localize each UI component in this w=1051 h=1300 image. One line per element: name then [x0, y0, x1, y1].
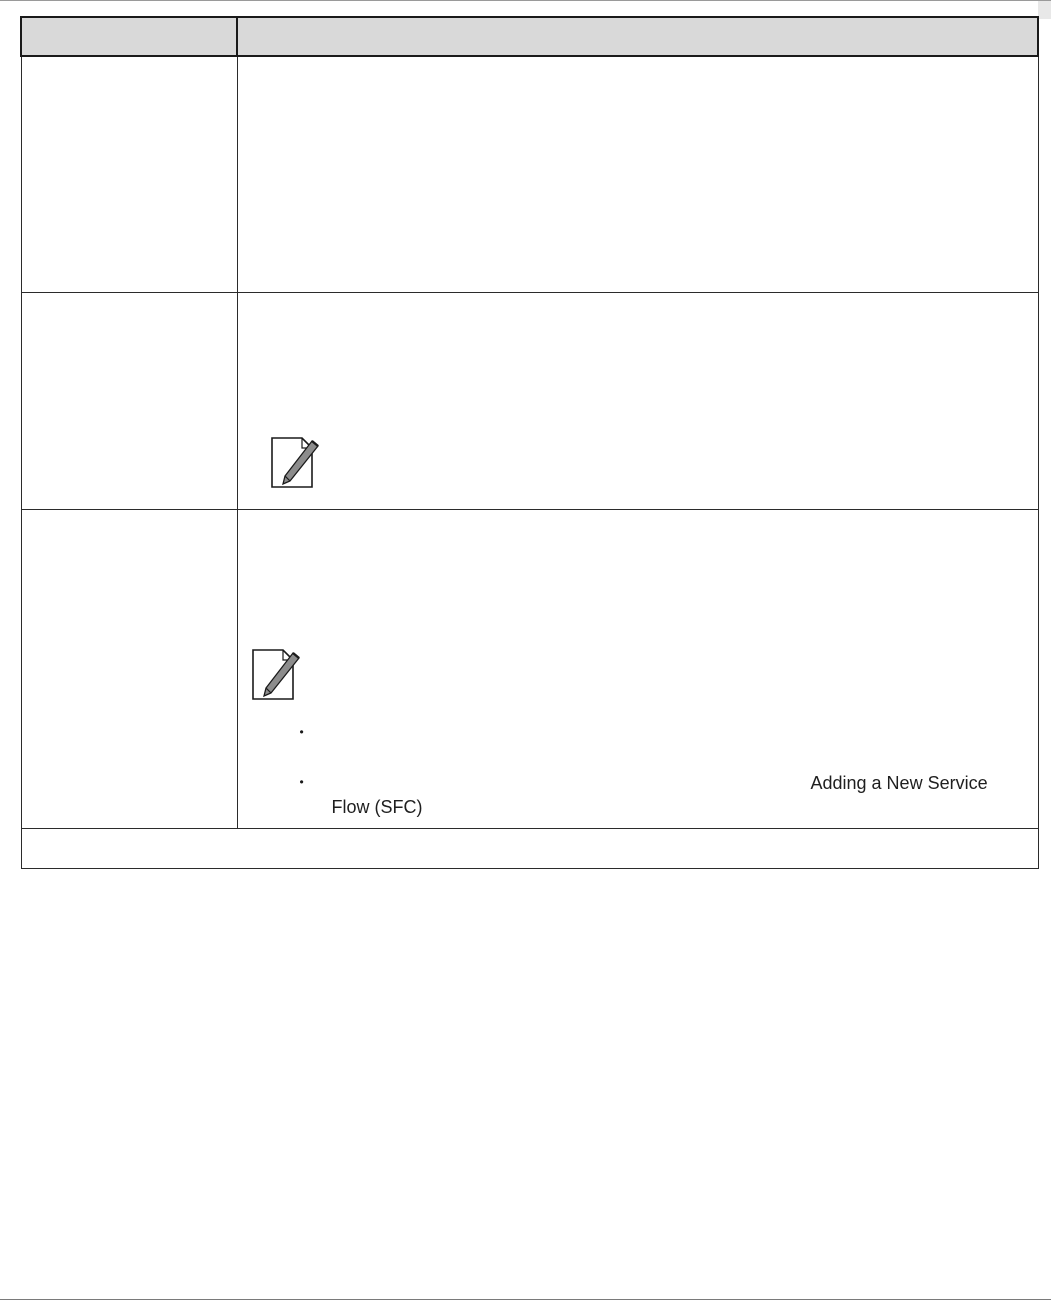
- row-2-description-cell: [237, 292, 1038, 509]
- footer-cell: [21, 828, 1038, 868]
- page-edge-strip: [1038, 1, 1051, 19]
- page-top-rule: [0, 0, 1051, 1]
- header-cell-description: [237, 17, 1038, 56]
- table-row: [21, 509, 1038, 828]
- cross-reference-link[interactable]: Adding a New Service: [810, 772, 988, 793]
- bullet-icon: •: [299, 774, 304, 789]
- row-1-description-cell: [237, 56, 1038, 292]
- row-3-description-cell: [237, 509, 1038, 828]
- cross-reference-link-continued[interactable]: Flow (SFC): [331, 796, 423, 817]
- row-1-parameter-cell: [21, 56, 237, 292]
- table-footer-row: [21, 828, 1038, 868]
- table-row: [21, 56, 1038, 292]
- row-3-parameter-cell: [21, 509, 237, 828]
- note-pencil-icon: [268, 435, 322, 491]
- table-row: [21, 292, 1038, 509]
- row-2-parameter-cell: [21, 292, 237, 509]
- table-header-row: [21, 17, 1038, 56]
- parameter-table: [20, 16, 1039, 869]
- bullet-icon: •: [299, 724, 304, 739]
- header-cell-parameter: [21, 17, 237, 56]
- note-pencil-icon: [249, 647, 303, 703]
